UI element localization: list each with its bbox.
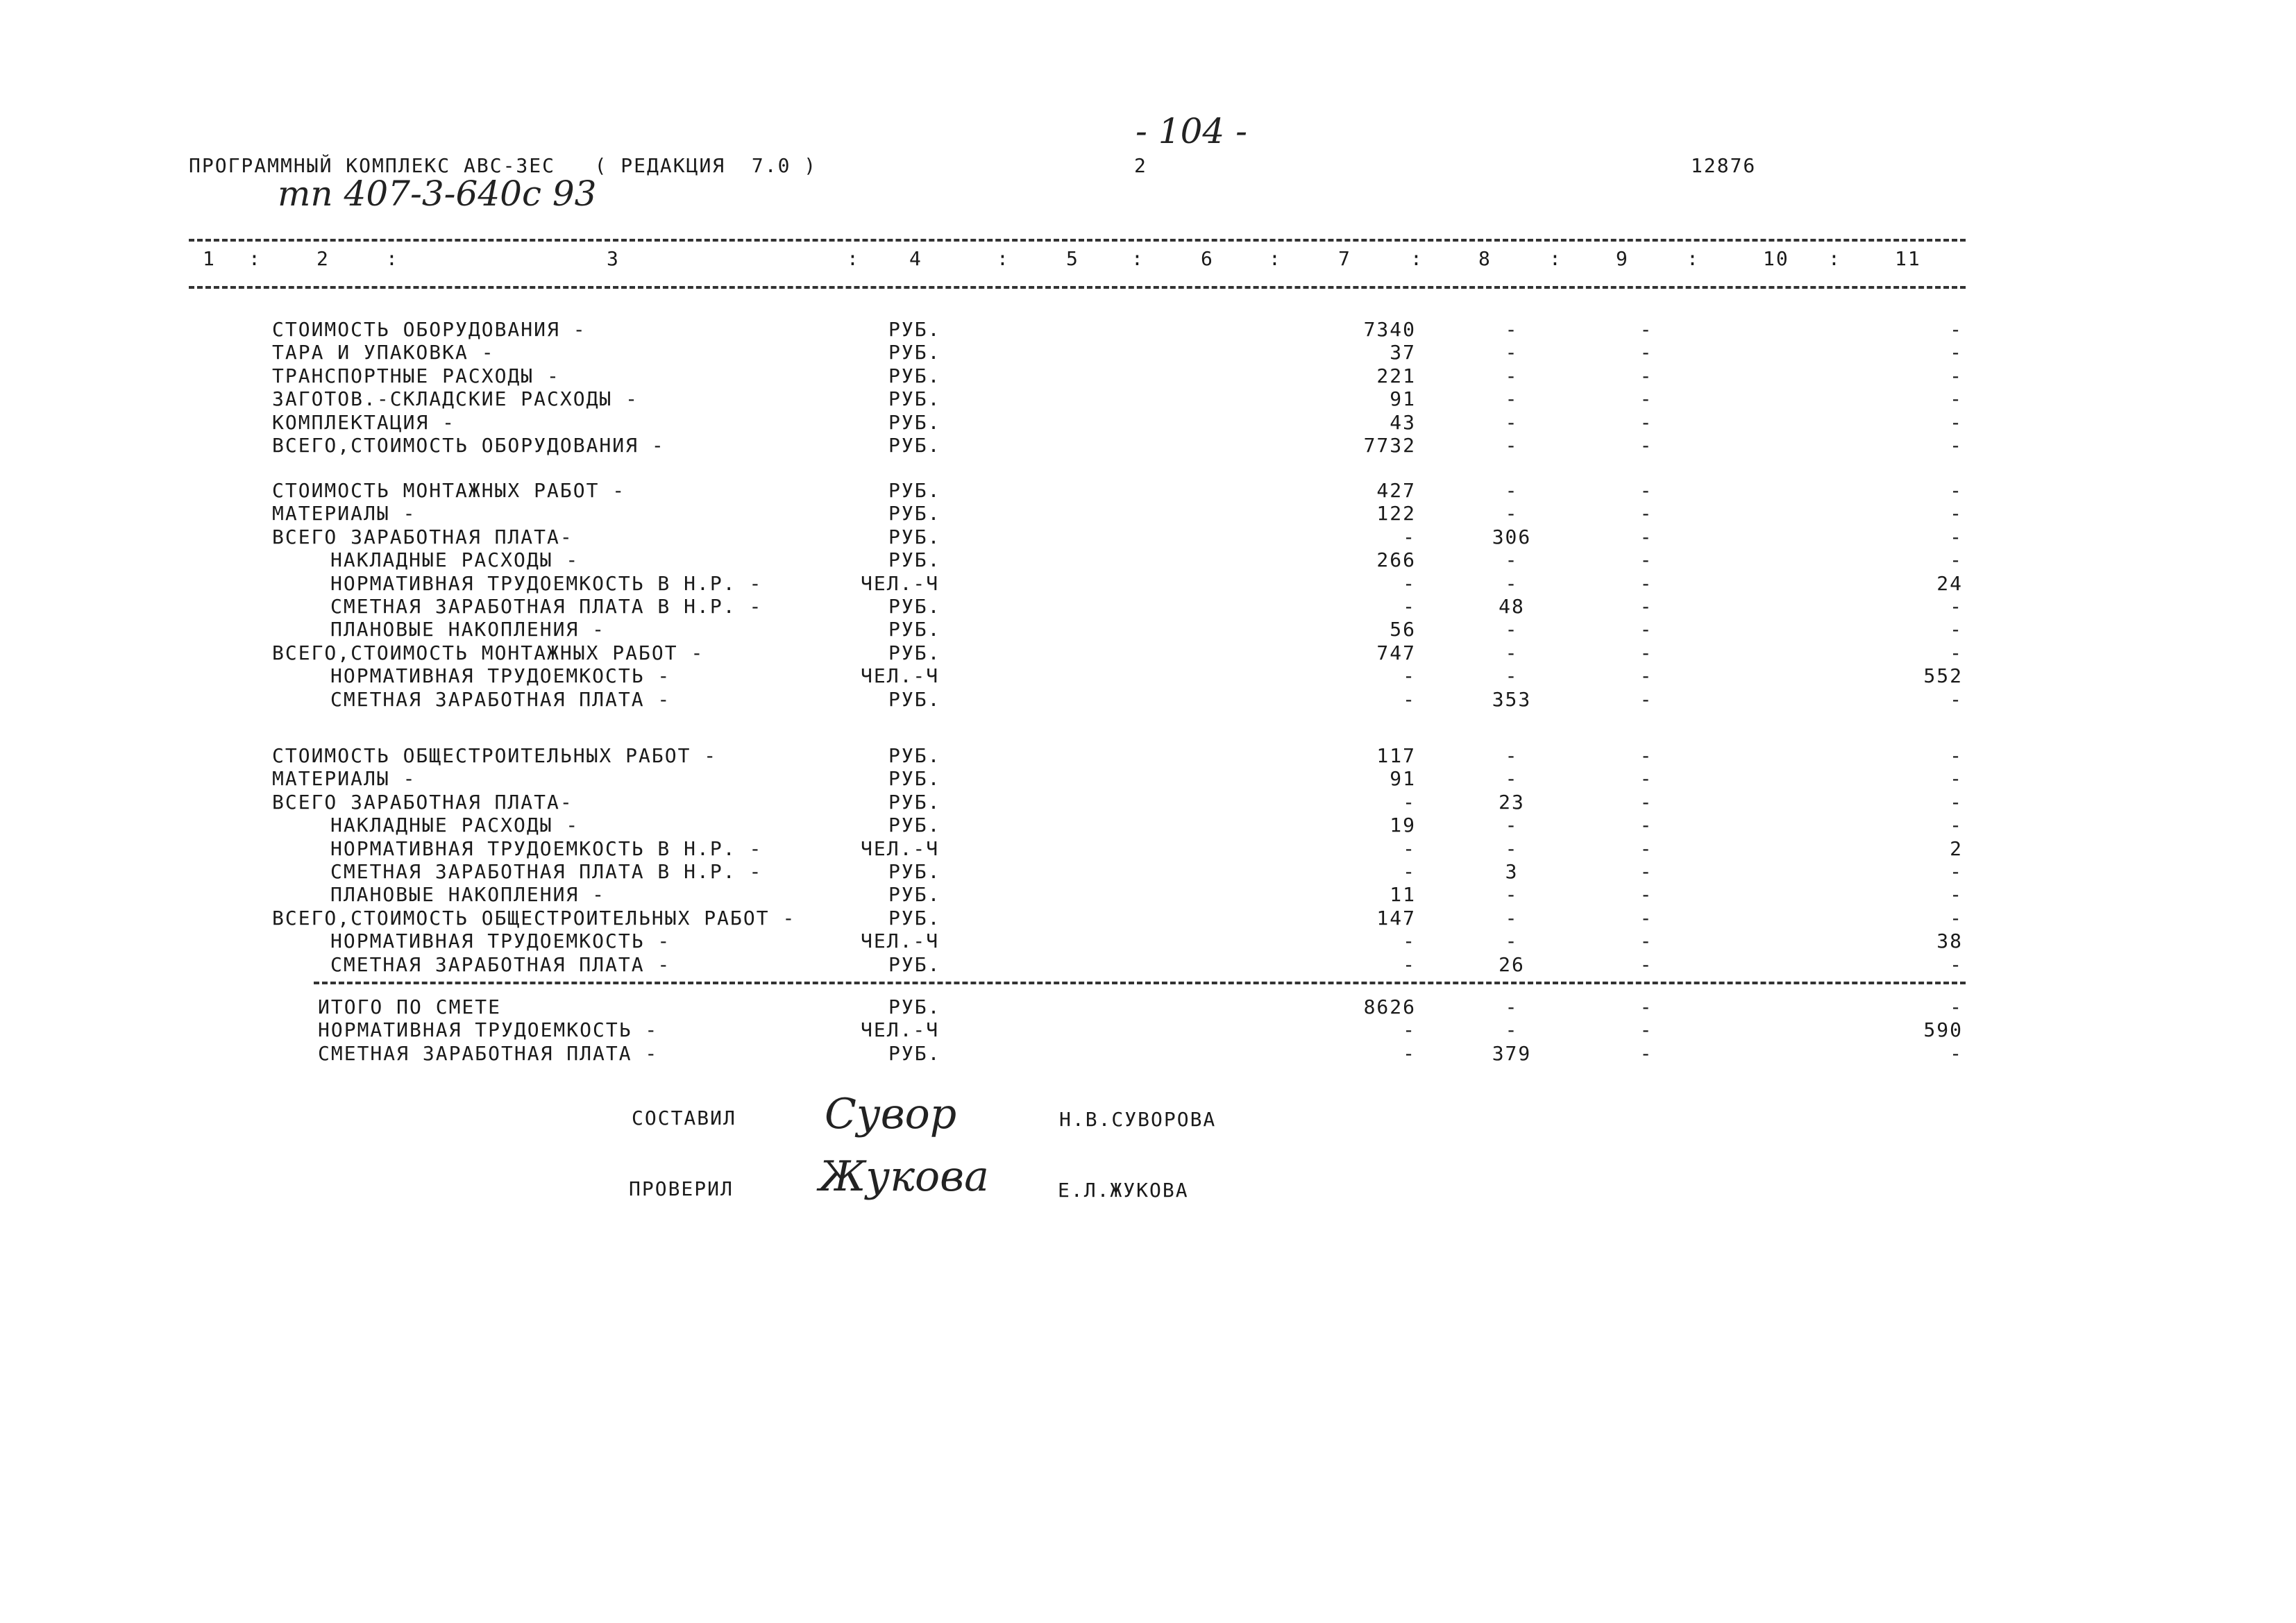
value-col9: - [1639, 664, 1653, 688]
value-col8: 353 [1492, 687, 1532, 711]
table-row [0, 318, 2296, 342]
value-col9: - [1639, 548, 1653, 572]
value-col11: - [1950, 525, 1963, 548]
column-number: 4 [909, 247, 922, 270]
column-separator: : [248, 247, 262, 270]
column-separator: : [1410, 247, 1424, 270]
row-unit: РУБ. [888, 479, 941, 502]
value-col9: - [1639, 952, 1653, 976]
table-row [0, 595, 2296, 619]
value-col11: - [1950, 595, 1963, 618]
value-col11: - [1950, 618, 1963, 641]
value-col8: - [1505, 744, 1519, 767]
value-col7: - [1403, 1018, 1416, 1042]
value-col7: 56 [1390, 618, 1416, 641]
value-col9: - [1639, 434, 1653, 457]
program-header: ПРОГРАММНЫЙ КОМПЛЕКС АВС-3ЕС ( РЕДАКЦИЯ 7.0 ) [189, 154, 818, 177]
row-unit: РУБ. [888, 525, 941, 548]
value-col8: 3 [1505, 860, 1519, 883]
value-col7: - [1403, 571, 1416, 595]
value-col9: - [1639, 387, 1653, 411]
value-col7: - [1403, 525, 1416, 548]
value-col8: - [1505, 479, 1519, 502]
row-label: ВСЕГО,СТОИМОСТЬ ОБОРУДОВАНИЯ - [272, 434, 665, 457]
row-unit: РУБ. [888, 744, 941, 767]
row-label: СМЕТНАЯ ЗАРАБОТНАЯ ПЛАТА В Н.Р. - [330, 595, 763, 618]
value-col7: 7340 [1363, 318, 1416, 341]
column-number: 8 [1478, 247, 1492, 270]
value-col11: - [1950, 952, 1963, 976]
row-unit: РУБ. [888, 687, 941, 711]
row-label: ЗАГОТОВ.-СКЛАДСКИЕ РАСХОДЫ - [272, 387, 639, 411]
value-col7: - [1403, 930, 1416, 953]
value-col7: 37 [1390, 341, 1416, 364]
row-unit: РУБ. [888, 952, 941, 976]
value-col7: - [1403, 595, 1416, 618]
row-label: НОРМАТИВНАЯ ТРУДОЕМКОСТЬ - [330, 930, 671, 953]
page-number: - 104 - [1136, 111, 1248, 151]
row-unit: РУБ. [888, 906, 941, 930]
value-col7: 91 [1390, 767, 1416, 791]
column-separator: : [386, 247, 399, 270]
value-col8: - [1505, 548, 1519, 572]
table-row [0, 837, 2296, 861]
table-top-rule [189, 239, 1966, 242]
row-label: СМЕТНАЯ ЗАРАБОТНАЯ ПЛАТА В Н.Р. - [330, 860, 763, 883]
table-row [0, 907, 2296, 930]
table-row [0, 525, 2296, 549]
value-col9: - [1639, 641, 1653, 664]
value-col7: - [1403, 664, 1416, 688]
value-col7: 221 [1376, 364, 1416, 387]
value-col8: - [1505, 502, 1519, 525]
value-col11: - [1950, 883, 1963, 907]
row-unit: РУБ. [888, 434, 941, 457]
value-col11: - [1950, 364, 1963, 387]
value-col9: - [1639, 618, 1653, 641]
row-unit: РУБ. [888, 641, 941, 664]
value-col9: - [1639, 341, 1653, 364]
value-col7: 117 [1376, 744, 1416, 767]
row-label: ТАРА И УПАКОВКА - [272, 341, 495, 364]
table-row [0, 502, 2296, 525]
row-unit: РУБ. [888, 1041, 941, 1065]
row-unit: РУБ. [888, 387, 941, 411]
row-label: ПЛАНОВЫЕ НАКОПЛЕНИЯ - [330, 883, 606, 907]
value-col8: - [1505, 434, 1519, 457]
row-label: НОРМАТИВНАЯ ТРУДОЕМКОСТЬ В Н.Р. - [330, 836, 763, 860]
table-row [0, 930, 2296, 953]
checked-label: ПРОВЕРИЛ [629, 1177, 734, 1200]
table-row [0, 688, 2296, 712]
row-label: НАКЛАДНЫЕ РАСХОДЫ - [330, 548, 580, 572]
value-col7: - [1403, 1041, 1416, 1065]
value-col8: 379 [1492, 1041, 1532, 1065]
row-label: СМЕТНАЯ ЗАРАБОТНАЯ ПЛАТА - [330, 687, 671, 711]
value-col8: - [1505, 930, 1519, 953]
table-row [0, 744, 2296, 768]
row-label: ВСЕГО ЗАРАБОТНАЯ ПЛАТА- [272, 525, 573, 548]
table-row [0, 1018, 2296, 1042]
compiled-name: Н.В.СУВОРОВА [1059, 1108, 1217, 1131]
row-label: НОРМАТИВНАЯ ТРУДОЕМКОСТЬ - [318, 1018, 659, 1042]
row-label: МАТЕРИАЛЫ - [272, 767, 416, 791]
value-col11: - [1950, 687, 1963, 711]
column-number: 1 [203, 247, 216, 270]
value-col7: - [1403, 952, 1416, 976]
row-unit: РУБ. [888, 618, 941, 641]
table-row [0, 860, 2296, 884]
value-col7: 122 [1376, 502, 1416, 525]
table-row [0, 341, 2296, 364]
row-unit: РУБ. [888, 548, 941, 572]
value-col8: - [1505, 387, 1519, 411]
row-label: СТОИМОСТЬ ОБЩЕСТРОИТЕЛЬНЫХ РАБОТ - [272, 744, 718, 767]
value-col11: 552 [1923, 664, 1963, 688]
value-col11: - [1950, 767, 1963, 791]
value-col9: - [1639, 318, 1653, 341]
column-number: 5 [1066, 247, 1079, 270]
row-label: ТРАНСПОРТНЫЕ РАСХОДЫ - [272, 364, 560, 387]
compiled-label: СОСТАВИЛ [632, 1107, 736, 1129]
value-col9: - [1639, 502, 1653, 525]
table-row [0, 479, 2296, 503]
table-row [0, 953, 2296, 977]
value-col8: - [1505, 906, 1519, 930]
value-col8: - [1505, 836, 1519, 860]
value-col8: 48 [1499, 595, 1525, 618]
value-col8: - [1505, 664, 1519, 688]
table-row [0, 814, 2296, 837]
row-unit: РУБ. [888, 860, 941, 883]
table-row [0, 364, 2296, 388]
row-unit: ЧЕЛ.-Ч [861, 836, 940, 860]
value-col7: 91 [1390, 387, 1416, 411]
value-col11: - [1950, 995, 1963, 1018]
table-row [0, 411, 2296, 435]
row-label: ИТОГО ПО СМЕТЕ [318, 995, 502, 1018]
table-row [0, 434, 2296, 457]
row-unit: РУБ. [888, 883, 941, 907]
value-col8: - [1505, 883, 1519, 907]
value-col9: - [1639, 930, 1653, 953]
value-col7: - [1403, 790, 1416, 814]
row-unit: РУБ. [888, 502, 941, 525]
table-row [0, 618, 2296, 641]
column-number: 2 [316, 247, 330, 270]
value-col9: - [1639, 571, 1653, 595]
value-col7: 427 [1376, 479, 1416, 502]
row-unit: РУБ. [888, 814, 941, 837]
value-col8: - [1505, 571, 1519, 595]
value-col11: 2 [1950, 836, 1963, 860]
value-col9: - [1639, 479, 1653, 502]
column-separator: : [1687, 247, 1700, 270]
value-col9: - [1639, 790, 1653, 814]
value-col11: - [1950, 479, 1963, 502]
value-col7: 43 [1390, 410, 1416, 434]
compiled-signature: Сувор [825, 1090, 957, 1138]
column-separator: : [1828, 247, 1841, 270]
row-unit: РУБ. [888, 790, 941, 814]
value-col8: - [1505, 641, 1519, 664]
table-row [0, 548, 2296, 572]
value-col7: 147 [1376, 906, 1416, 930]
row-label: ВСЕГО,СТОИМОСТЬ ОБЩЕСТРОИТЕЛЬНЫХ РАБОТ - [272, 906, 796, 930]
table-row [0, 767, 2296, 791]
row-label: СМЕТНАЯ ЗАРАБОТНАЯ ПЛАТА - [330, 952, 671, 976]
value-col11: - [1950, 906, 1963, 930]
value-col11: - [1950, 434, 1963, 457]
value-col11: - [1950, 318, 1963, 341]
total-rule [314, 982, 1966, 984]
value-col7: - [1403, 687, 1416, 711]
value-col9: - [1639, 687, 1653, 711]
value-col7: 19 [1390, 814, 1416, 837]
value-col7: - [1403, 836, 1416, 860]
value-col9: - [1639, 1041, 1653, 1065]
checked-signature: Жукова [819, 1152, 989, 1201]
value-col7: 266 [1376, 548, 1416, 572]
column-number: 11 [1895, 247, 1921, 270]
row-label: СТОИМОСТЬ ОБОРУДОВАНИЯ - [272, 318, 586, 341]
column-number: 3 [607, 247, 620, 270]
row-unit: ЧЕЛ.-Ч [861, 664, 940, 688]
handwritten-project-code: тп 407-3-640с 93 [278, 174, 597, 214]
column-separator: : [847, 247, 860, 270]
column-separator: : [997, 247, 1010, 270]
value-col8: 26 [1499, 952, 1525, 976]
value-col8: - [1505, 318, 1519, 341]
table-row [0, 883, 2296, 907]
table-row [0, 995, 2296, 1019]
column-number: 7 [1338, 247, 1351, 270]
checked-name: Е.Л.ЖУКОВА [1058, 1179, 1189, 1202]
row-unit: РУБ. [888, 410, 941, 434]
column-separator: : [1269, 247, 1282, 270]
table-row [0, 1042, 2296, 1066]
value-col7: - [1403, 860, 1416, 883]
value-col11: 590 [1923, 1018, 1963, 1042]
value-col9: - [1639, 1018, 1653, 1042]
value-col9: - [1639, 525, 1653, 548]
value-col11: - [1950, 860, 1963, 883]
row-label: НОРМАТИВНАЯ ТРУДОЕМКОСТЬ В Н.Р. - [330, 571, 763, 595]
value-col8: 23 [1499, 790, 1525, 814]
value-col7: 747 [1376, 641, 1416, 664]
value-col9: - [1639, 767, 1653, 791]
value-col11: - [1950, 548, 1963, 572]
value-col8: - [1505, 995, 1519, 1018]
column-separator: : [1131, 247, 1145, 270]
value-col11: - [1950, 410, 1963, 434]
row-unit: ЧЕЛ.-Ч [861, 1018, 940, 1042]
column-separator: : [1549, 247, 1562, 270]
sheet-number: 2 [1134, 154, 1147, 177]
column-number: 9 [1616, 247, 1629, 270]
value-col11: 24 [1936, 571, 1963, 595]
value-col11: - [1950, 341, 1963, 364]
row-label: ВСЕГО ЗАРАБОТНАЯ ПЛАТА- [272, 790, 573, 814]
value-col8: 306 [1492, 525, 1532, 548]
value-col11: 38 [1936, 930, 1963, 953]
document-number: 12876 [1691, 154, 1757, 177]
value-col8: - [1505, 814, 1519, 837]
value-col8: - [1505, 618, 1519, 641]
row-label: ПЛАНОВЫЕ НАКОПЛЕНИЯ - [330, 618, 606, 641]
row-unit: РУБ. [888, 995, 941, 1018]
value-col11: - [1950, 744, 1963, 767]
value-col9: - [1639, 364, 1653, 387]
value-col7: 7732 [1363, 434, 1416, 457]
value-col11: - [1950, 502, 1963, 525]
row-unit: ЧЕЛ.-Ч [861, 571, 940, 595]
row-label: СМЕТНАЯ ЗАРАБОТНАЯ ПЛАТА - [318, 1041, 659, 1065]
row-unit: РУБ. [888, 364, 941, 387]
row-label: ВСЕГО,СТОИМОСТЬ МОНТАЖНЫХ РАБОТ - [272, 641, 704, 664]
value-col8: - [1505, 767, 1519, 791]
column-number: 10 [1763, 247, 1789, 270]
value-col7: 11 [1390, 883, 1416, 907]
row-label: КОМПЛЕКТАЦИЯ - [272, 410, 456, 434]
value-col9: - [1639, 814, 1653, 837]
value-col9: - [1639, 883, 1653, 907]
table-row [0, 791, 2296, 814]
row-label: НАКЛАДНЫЕ РАСХОДЫ - [330, 814, 580, 837]
value-col9: - [1639, 906, 1653, 930]
value-col11: - [1950, 387, 1963, 411]
value-col11: - [1950, 1041, 1963, 1065]
row-unit: РУБ. [888, 767, 941, 791]
value-col8: - [1505, 1018, 1519, 1042]
value-col11: - [1950, 641, 1963, 664]
row-unit: РУБ. [888, 341, 941, 364]
value-col9: - [1639, 595, 1653, 618]
value-col8: - [1505, 410, 1519, 434]
table-row [0, 664, 2296, 688]
value-col9: - [1639, 836, 1653, 860]
value-col8: - [1505, 341, 1519, 364]
table-row [0, 572, 2296, 596]
value-col8: - [1505, 364, 1519, 387]
value-col11: - [1950, 814, 1963, 837]
row-label: СТОИМОСТЬ МОНТАЖНЫХ РАБОТ - [272, 479, 626, 502]
value-col9: - [1639, 410, 1653, 434]
value-col9: - [1639, 995, 1653, 1018]
row-label: МАТЕРИАЛЫ - [272, 502, 416, 525]
table-header-bottom-rule [189, 286, 1966, 289]
value-col9: - [1639, 860, 1653, 883]
row-unit: РУБ. [888, 318, 941, 341]
row-unit: ЧЕЛ.-Ч [861, 930, 940, 953]
value-col11: - [1950, 790, 1963, 814]
row-unit: РУБ. [888, 595, 941, 618]
row-label: НОРМАТИВНАЯ ТРУДОЕМКОСТЬ - [330, 664, 671, 688]
table-row [0, 387, 2296, 411]
value-col9: - [1639, 744, 1653, 767]
column-number: 6 [1201, 247, 1214, 270]
table-row [0, 641, 2296, 665]
value-col7: 8626 [1363, 995, 1416, 1018]
